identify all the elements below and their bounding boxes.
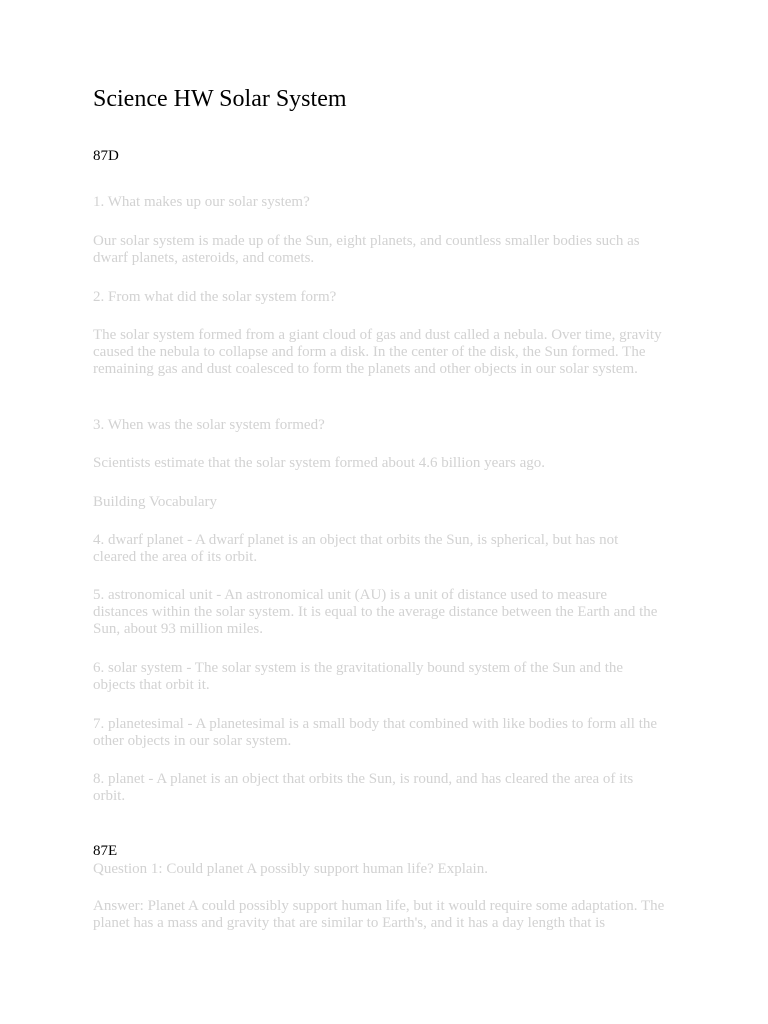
vocab-dwarf-planet: 4. dwarf planet - A dwarf planet is an object that orbits the Sun, is spherical, but has not cleared the area of its orbit. [93,532,619,565]
question-3: 3. When was the solar system formed? [93,417,325,433]
vocab-solar-system: 6. solar system - The solar system is the gravitationally bound system of the Sun and the objects that orbit it. [93,660,624,693]
question-2: 2. From what did the solar system form? [93,289,337,305]
section-label-87d: 87D [93,148,119,164]
answer-2: The solar system formed from a giant cloud of gas and dust called a nebula. Over time, gravity caused the nebula to collapse and form a disk. In the center of the disk, the Sun formed. The remaining gas and dust coalesced to form the planets and other objects in our solar system. [93,327,662,377]
vocab-astronomical-unit: 5. astronomical unit - An astronomical unit (AU) is a unit of distance used to measure distances within the solar system. It is equal to the average distance between the Earth and the Sun, about 93 million miles. [93,587,658,637]
answer-3: Scientists estimate that the solar system formed about 4.6 billion years ago. [93,455,545,471]
vocab-planet: 8. planet - A planet is an object that orbits the Sun, is round, and has cleared the area of its orbit. [93,771,634,804]
vocab-planetesimal: 7. planetesimal - A planetesimal is a small body that combined with like bodies to form all the other objects in our solar system. [93,716,658,749]
question-1: 1. What makes up our solar system? [93,194,310,210]
question-planet-a: Question 1: Could planet A possibly support human life? Explain. [93,861,488,877]
document-title: Science HW Solar System [93,86,347,112]
section-label-87e: 87E [93,843,118,859]
vocabulary-heading: Building Vocabulary [93,494,218,510]
answer-1: Our solar system is made up of the Sun, eight planets, and countless smaller bodies such as dwarf planets, asteroids, and comets. [93,233,640,266]
answer-planet-a: Answer: Planet A could possibly support human life, but it would require some adaptation. The planet has a mass and gravity that are similar to Earth's, and it has a day length that is [93,898,665,931]
